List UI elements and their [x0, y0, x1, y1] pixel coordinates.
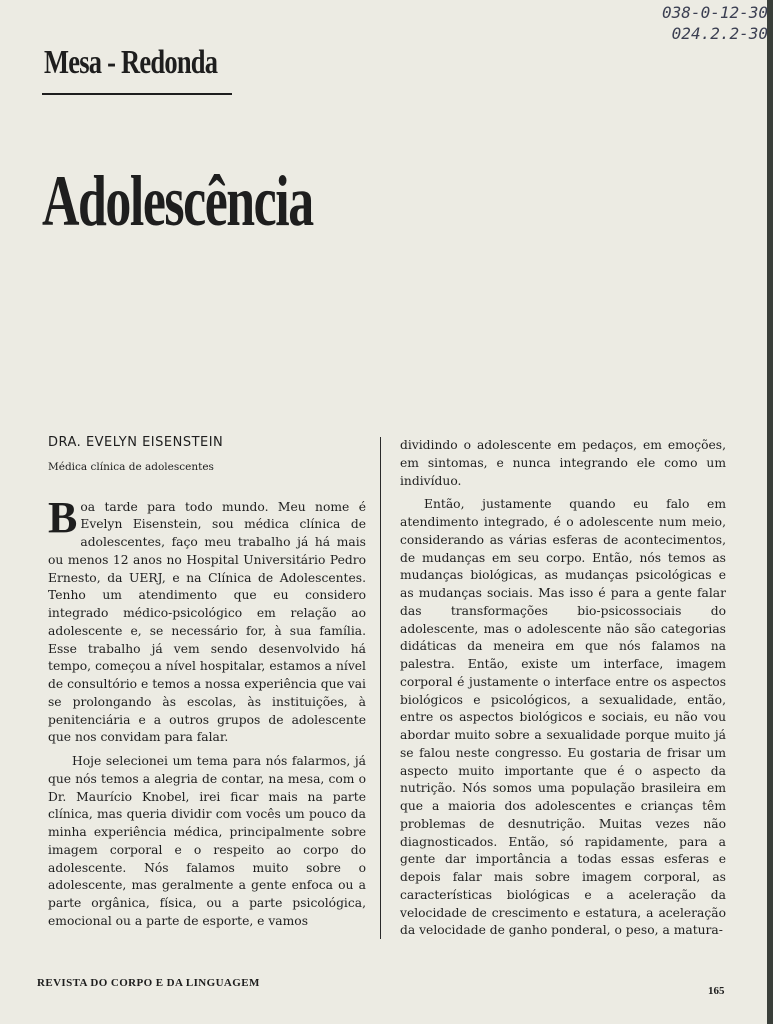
archive-note-line-1: 038-0-12-30 [662, 3, 768, 22]
section-title: Mesa - Redonda [44, 44, 218, 81]
article-title: Adolescência [42, 161, 313, 241]
author-name: DRA. EVELYN EISENSTEIN [48, 435, 224, 450]
author-role: Médica clínica de adolescentes [48, 460, 214, 473]
page-number: 165 [708, 985, 725, 997]
right-column [400, 437, 726, 940]
paragraph-4: Então, justamente quando eu falo em atendimento integrado, é o adolescente num meio, considerando as várias esferas de acontecimentos, de mudanças em seu corpo. Então, nós temos as mudanças biológicas, as mudanças psicológicas e as mudanças sociais. Mas isso é para a gente falar das transformações bio-psicossociais do adolescente, mas o adolescente não são categorias didáticas da meneira em que nós falamos na palestra. Então, existe um interface, imagem corporal é justamente o interface entre os aspectos biológicos e psicológicos, a sexualidade, então, entre os aspectos biológicos e sociais, eu não vou abordar muito sobre a sexualidade porque muito já se falou neste congresso. Eu gostaria de frisar um aspecto muito importante que é o aspecto da nutrição. Nós somos uma população brasileira em que a maioria dos adolescentes e crianças têm problemas de desnutrição. Muitas vezes não diagnosticados. Então, só rapidamente, para a gente dar importância a todas essas esferas e depois falar mais sobre imagem corporal, as características biológicas e a aceleração da velocidade de crescimento e estatura, a aceleração da velocidade de ganho ponderal, o peso, a matura- [400, 497, 726, 938]
section-rule [42, 93, 232, 95]
archive-handwritten-note [640, 2, 768, 44]
paragraph-3: dividindo o adolescente em pedaços, em emoções, em sintomas, e nunca integrando ele como um indivíduo. [400, 438, 726, 488]
paragraph-2: Hoje selecionei um tema para nós falarmos, já que nós temos a alegria de contar, na mesa, com o Dr. Maurício Knobel, irei ficar mais na parte clínica, mas queria dividir com vocês um pouco da minha experiência médica, principalmente sobre imagem corporal e o respeito ao corpo do adolescente. Nós falamos muito sobre o adolescente, mas geralmente a gente enfoca ou a parte orgânica, física, ou a parte psicológica, emocional ou a parte de esporte, e vamos [48, 754, 366, 928]
page-edge [767, 0, 773, 1024]
drop-cap: B [48, 492, 78, 542]
journal-name: REVISTA DO CORPO E DA LINGUAGEM [37, 977, 260, 989]
left-column [48, 434, 366, 931]
archive-note-line-2: 024.2.2-30 [671, 24, 768, 43]
column-divider [380, 437, 381, 939]
paragraph-1-text: oa tarde para todo mundo. Meu nome é Evelyn Eisenstein, sou médica clínica de adolescentes, faço meu trabalho já há mais ou menos 12 anos no Hospital Universitário Pedro Ernesto, da UERJ, e na Clínica de Adolescentes. Tenho um atendimento que eu considero integrado médico-psicológico em relação ao adolescente e, se necessário for, à sua família. Esse trabalho já vem sendo desenvolvido há tempo, começou a nível hospitalar, estamos a nível de consultório e temos a nossa experiência que vai se prolongando às escolas, às instituições, à penitenciária e a outros grupos de adolescente que nos convidam para falar. [48, 499, 366, 745]
paragraph-1 [48, 492, 366, 748]
